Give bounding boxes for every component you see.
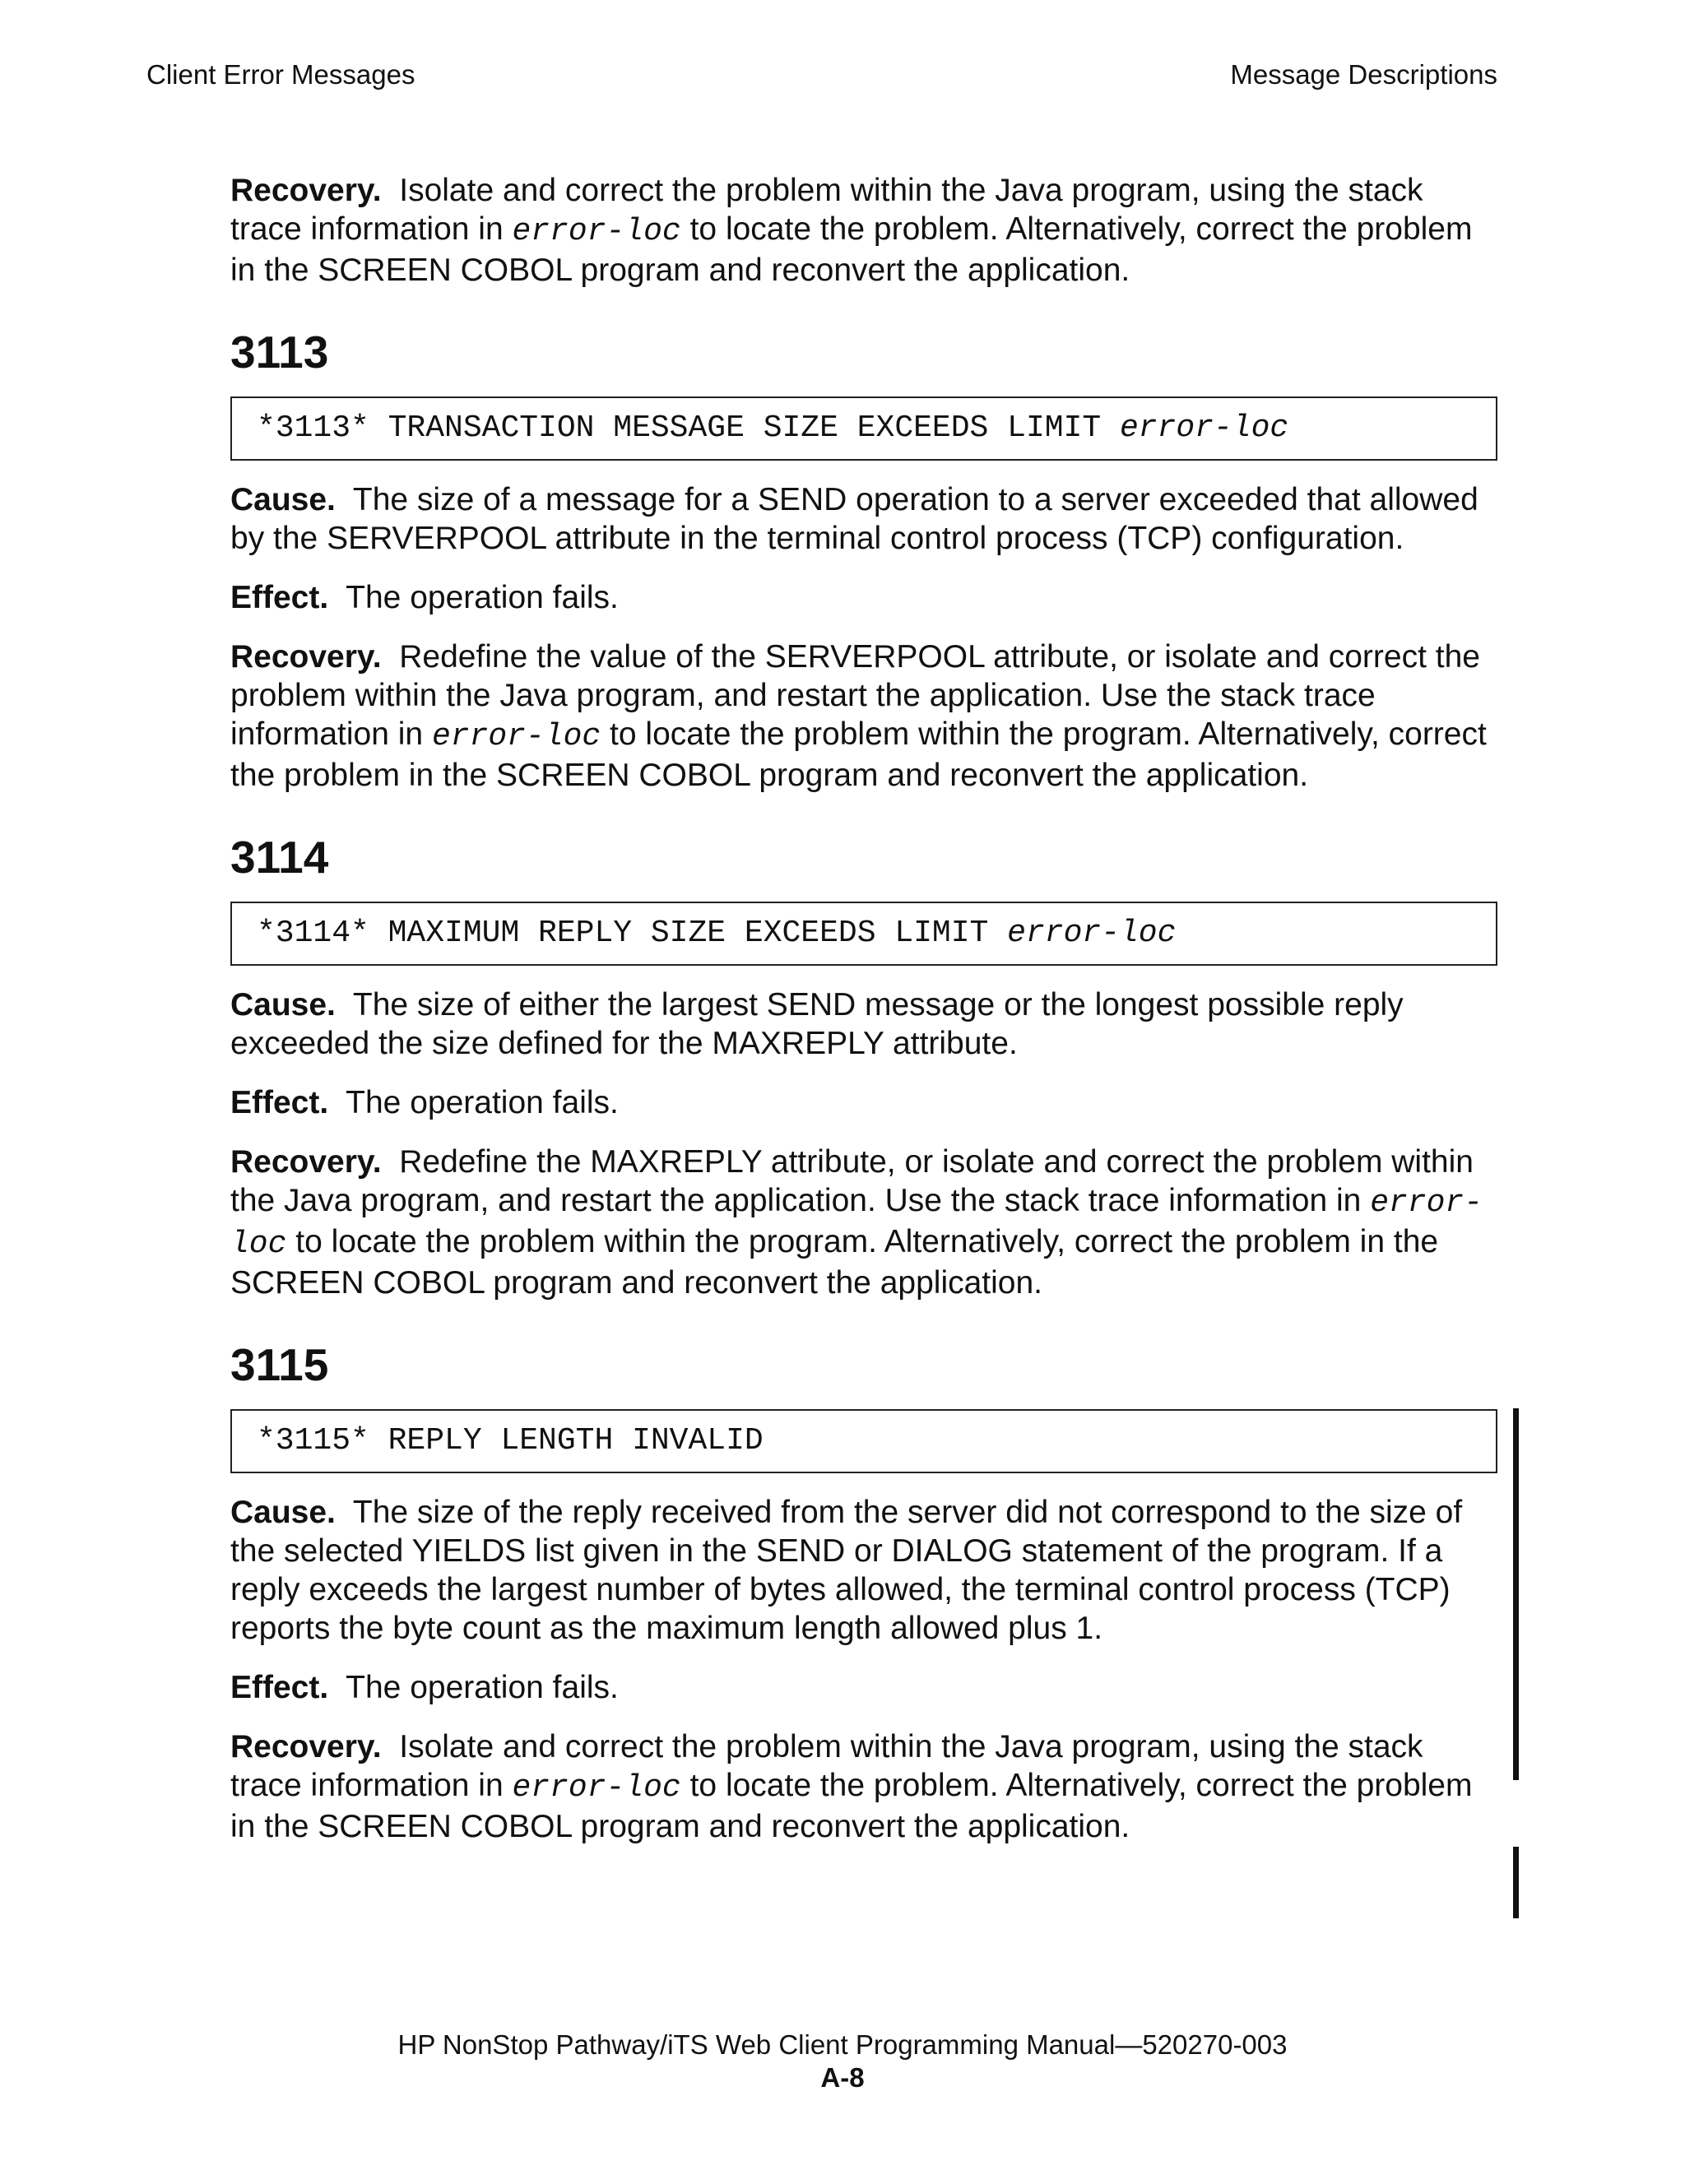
running-header-right: Message Descriptions [1230, 59, 1497, 90]
change-bar [1513, 1847, 1519, 1918]
message-text: *3115* REPLY LENGTH INVALID [257, 1423, 764, 1458]
cause-text: The size of a message for a SEND operation to a server exceeded that allowed by the SERVERPOOL attribute in the terminal control process (TCP) configuration. [230, 482, 1478, 556]
recovery-label: Recovery. [230, 1144, 382, 1180]
error-loc: error-loc [431, 719, 601, 754]
manual-title: HP NonStop Pathway/iTS Web Client Programming Manual—520270-003 [397, 2029, 1288, 2060]
effect-paragraph [230, 1668, 1497, 1707]
recovery-text: Redefine the value of the SERVERPOOL attribute, or isolate and correct the problem within the Java program, and restart the application. Use the stack trace information in [230, 639, 1480, 752]
running-header-left: Client Error Messages [146, 59, 415, 90]
page-content [230, 171, 1497, 1866]
effect-paragraph [230, 578, 1497, 617]
message-code: 3115 [230, 1339, 329, 1390]
cause-text: The size of the reply received from the server did not correspond to the size of the selected YIELDS list given in the SEND or DIALOG statement of the program. If a reply exceeds the largest number of bytes allowed, the terminal control process (TCP) reports the byte count as the maximum length allowed plus 1. [230, 1495, 1463, 1646]
effect-label: Effect. [230, 1670, 329, 1705]
page-footer [0, 2029, 1685, 2094]
effect-label: Effect. [230, 580, 329, 615]
cause-label: Cause. [230, 987, 336, 1022]
recovery-text: Redefine the MAXREPLY attribute, or isolate and correct the problem within the Java program, and restart the application. Use the stack trace information in [230, 1144, 1474, 1218]
cause-paragraph [230, 985, 1497, 1063]
effect-text: The operation fails. [346, 1670, 619, 1705]
message-error-loc: error-loc [1007, 916, 1177, 951]
message-box [230, 396, 1497, 461]
effect-text: The operation fails. [346, 580, 619, 615]
cause-text: The size of either the largest SEND message or the longest possible reply exceeded the size defined for the MAXREPLY attribute. [230, 987, 1404, 1061]
recovery-paragraph [230, 1143, 1497, 1302]
cause-label: Cause. [230, 482, 336, 517]
message-code: 3114 [230, 832, 329, 883]
cause-paragraph [230, 1493, 1497, 1648]
recovery-text: Isolate and correct the problem within the Java program, using the stack trace information in [230, 173, 1423, 247]
recovery-text: to locate the problem within the program. Alternatively, correct the problem in the SCREEN COBOL program and reconvert the application. [230, 716, 1487, 793]
effect-label: Effect. [230, 1085, 329, 1120]
effect-paragraph [230, 1083, 1497, 1122]
message-box [230, 902, 1497, 966]
recovery-text: Isolate and correct the problem within the Java program, using the stack trace information in [230, 1729, 1423, 1803]
cause-label: Cause. [230, 1495, 336, 1530]
error-loc: error-loc [512, 214, 681, 249]
error-loc: error-loc [230, 1185, 1483, 1262]
recovery-text: to locate the problem. Alternatively, correct the problem in the SCREEN COBOL program and reconvert the application. [230, 1768, 1473, 1844]
effect-text: The operation fails. [346, 1085, 619, 1120]
message-text: *3113* TRANSACTION MESSAGE SIZE EXCEEDS LIMIT [257, 410, 1102, 446]
intro-recovery [230, 171, 1497, 290]
message-error-loc: error-loc [1119, 410, 1289, 446]
message-text: *3114* MAXIMUM REPLY SIZE EXCEEDS LIMIT [257, 916, 989, 951]
message-box [230, 1409, 1497, 1473]
cause-paragraph [230, 480, 1497, 558]
recovery-label: Recovery. [230, 173, 382, 208]
error-loc: error-loc [512, 1770, 681, 1806]
recovery-label: Recovery. [230, 1729, 382, 1764]
recovery-paragraph [230, 638, 1497, 795]
recovery-label: Recovery. [230, 639, 382, 675]
message-code: 3113 [230, 327, 329, 378]
recovery-paragraph [230, 1727, 1497, 1846]
recovery-text: to locate the problem. Alternatively, correct the problem in the SCREEN COBOL program and reconvert the application. [230, 211, 1473, 288]
change-bar [1513, 1408, 1519, 1780]
page-number: A-8 [820, 2062, 865, 2093]
recovery-text: to locate the problem within the program. Alternatively, correct the problem in the SCREEN COBOL program and reconvert the application. [230, 1224, 1439, 1301]
